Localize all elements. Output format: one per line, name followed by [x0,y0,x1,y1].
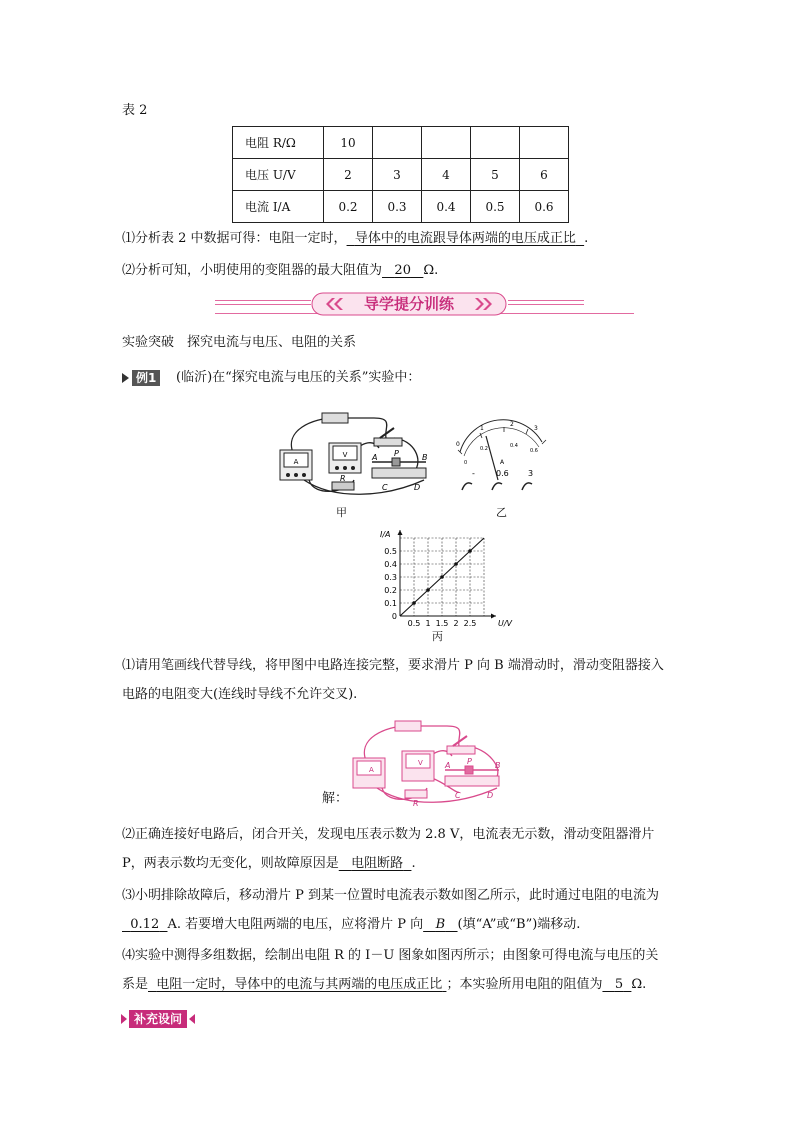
dial-top-tick: 3 [534,425,538,432]
terminal-a-label: A [372,453,378,462]
section-banner [310,291,508,317]
p4-answer1-text: 电阻一定时，导体中的电流与其两端的电压成正比 [156,977,443,992]
p2-answer-text: 电阻断路 [351,856,404,871]
iu-chart [372,528,513,632]
sol-terminal-c: C [455,791,461,800]
table-cell: 6 [520,159,569,191]
resistor-label: R [340,474,346,483]
p3-answer1-text: 0.12 [130,917,160,932]
solution-label: 解： [322,791,349,806]
banner-graphic [310,291,508,317]
p3-suffix: (填“A”或“B”)端移动. [457,917,581,932]
data-point [440,575,444,579]
triangle-right-icon [121,1014,127,1024]
banner-title: 导学提分训练 [363,295,455,313]
data-table [232,126,569,223]
table-cell: 3 [373,159,422,191]
ammeter-label: A [293,458,299,466]
terminal-label: - [472,469,475,478]
y-tick-label: 0.5 [384,547,397,556]
circuit-diagram [274,410,434,500]
table-row [233,127,569,159]
x-axis-arrow-icon [491,614,496,619]
q1-answer [347,231,585,246]
sol-ammeter-label: A [369,766,374,774]
banner-rule [215,300,311,301]
part1-line1: ⑴请用笔画线代替导线，将甲图中电路连接完整，要求滑片 P 向 B 端滑动时，滑动变阻器接入 [122,658,664,673]
terminal-b-label: B [422,453,428,462]
dial-top-tick: 2 [510,421,514,428]
wire [304,480,424,494]
rheostat [371,449,428,492]
sol-resistor-label: R [413,799,419,808]
q2-answer [382,263,423,278]
terminal-label: 0.6 [496,469,509,478]
part2-line2 [122,855,416,873]
switch [374,428,402,446]
terminal-d-label: D [414,483,421,492]
y-axis-arrow-icon [398,530,403,535]
banner-rule [508,304,584,305]
table-cell: 4 [422,159,471,191]
question-1 [122,230,588,248]
p4-mid: ；本实验所用电阻的阻值为 [446,977,603,992]
ammeter-dial [452,420,552,495]
banner-rule [215,304,311,305]
table-cell: 5 [471,159,520,191]
y-tick-label: 0.1 [384,599,397,608]
section-title: 实验突破 探究电流与电压、电阻的关系 [122,335,357,350]
x-tick-label: 0.5 [407,619,421,628]
example-label: 例1 [132,370,160,386]
row-label: 电压 U/V [233,159,324,191]
ammeter [280,450,312,480]
p4-suffix: Ω. [631,977,647,992]
y-axis-label: I/A [380,530,391,539]
table-cell: 0.4 [422,191,471,223]
table-cell [471,127,520,159]
table-cell [520,127,569,159]
q2-suffix: Ω. [423,263,439,278]
supplement-label: 补充设问 [129,1010,187,1028]
y-tick-label: 0 [391,612,397,621]
x-tick-label: 1 [425,619,431,628]
y-tick-label: 0.3 [384,573,397,582]
figure-label-yi: 乙 [496,506,507,519]
p2-prefix: P，两表示数均无变化，则故障原因是 [122,856,339,871]
table-cell: 10 [324,127,373,159]
q1-prefix: ⑴分析表 2 中数据可得：电阻一定时， [122,231,347,246]
q1-answer-text: 导体中的电流跟导体两端的电压成正比 [354,231,576,246]
part3-line1: ⑶小明排除故障后，移动滑片 P 到某一位置时电流表示数如图乙所示，此时通过电阻的电流为 [122,888,660,903]
y-tick-label: 0.4 [384,560,397,569]
resistor [332,474,354,490]
p2-answer [339,856,412,871]
table-cell: 2 [324,159,373,191]
sol-terminal-b: B [495,761,501,770]
x-tick-label: 2.5 [463,619,477,628]
solution-circuit [347,718,507,808]
table-cell: 0.3 [373,191,422,223]
part4-line1: ⑷实验中测得多组数据，绘制出电阻 R 的 I－U 图象如图丙所示；由图象可得电流与电压的关 [122,948,659,963]
p4-answer2 [602,977,631,992]
table-cell [373,127,422,159]
data-point [454,562,458,566]
figure-label-jia: 甲 [336,506,347,519]
dial-bottom-tick: 0.6 [530,448,538,454]
banner-rule [508,300,584,301]
y-tick-label: 0.2 [384,586,397,595]
example-text: (临沂)在“探究电流与电压的关系”实验中： [176,370,421,385]
dial-bottom-tick: 0 [464,460,468,466]
p4-answer2-text: 5 [614,977,624,992]
p4-answer1 [148,977,446,992]
dial-top-tick: 1 [480,425,484,432]
part2-line1: ⑵正确连接好电路后，闭合开关，发现电压表示数为 2.8 V，电流表无示数，滑动变阻器滑片 [122,827,655,842]
p3-answer2 [423,917,457,932]
sol-terminal-d: D [487,791,494,800]
p3-answer1 [122,917,167,932]
voltmeter [329,443,361,473]
supplement-tag [121,1010,195,1028]
dial-unit: A [500,459,505,466]
voltmeter-label: V [342,451,348,459]
q2-prefix: ⑵分析可知，小明使用的变阻器的最大阻值为 [122,263,383,278]
sol-voltmeter-label: V [418,759,423,767]
data-point [412,601,416,605]
part1-line2: 电路的电阻变大(连线时导线不允许交叉). [122,687,358,702]
dial-bottom-tick: 0.4 [510,443,518,449]
triangle-icon [122,373,129,383]
x-tick-label: 2 [453,619,459,628]
data-point [468,549,472,553]
sol-slider-p: P [467,757,472,766]
terminal-c-label: C [382,483,388,492]
p2-suffix: . [411,856,416,871]
table-row [233,191,569,223]
battery [322,413,348,423]
x-axis-label: U/V [498,619,513,628]
table-cell: 0.2 [324,191,373,223]
part3-line2 [122,916,580,934]
example-tag [122,370,160,386]
q1-suffix: . [584,231,589,246]
triangle-left-icon [189,1014,195,1024]
dial-top-tick: 0 [456,441,460,448]
x-tick-label: 1.5 [435,619,449,628]
table-cell [422,127,471,159]
table-cell: 0.6 [520,191,569,223]
p3-answer2-text: B [435,917,446,932]
part4-line2 [122,976,646,994]
dial-bottom-tick: 0.2 [480,446,488,452]
slider-p-label: P [394,449,399,458]
p4-prefix: 系是 [122,977,149,992]
table-caption: 表 2 [122,103,148,118]
question-2 [122,262,438,280]
data-point [426,588,430,592]
sol-terminal-a: A [445,761,451,770]
row-label: 电阻 R/Ω [233,127,324,159]
figure-label-bing: 丙 [432,630,443,643]
q2-answer-text: 20 [394,263,411,278]
p3-mid: A. 若要增大电阻两端的电压，应将滑片 P 向 [167,917,424,932]
table-row [233,159,569,191]
row-label: 电流 I/A [233,191,324,223]
terminal-label: 3 [528,469,534,478]
table-cell: 0.5 [471,191,520,223]
